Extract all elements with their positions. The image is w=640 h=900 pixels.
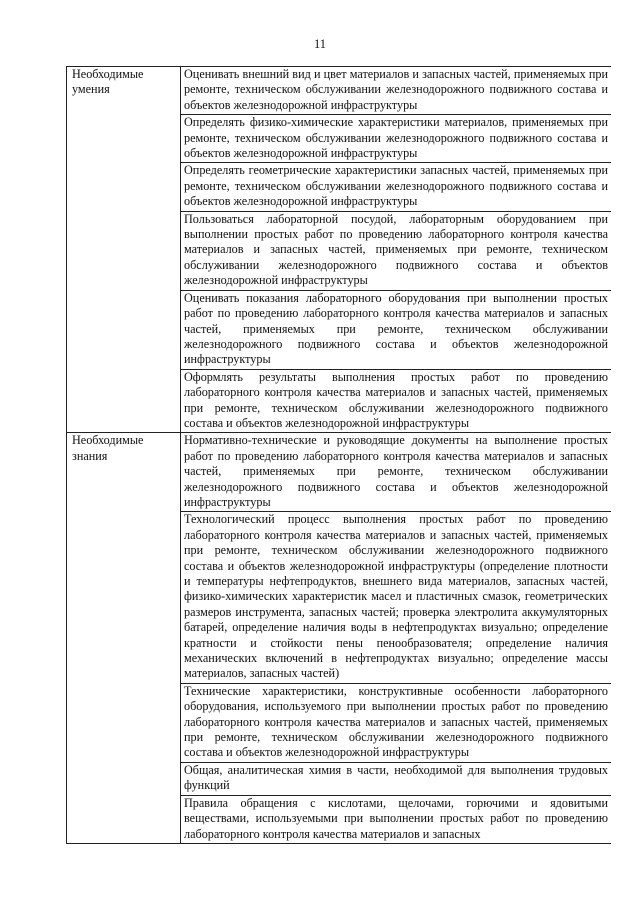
skill-item: Оценивать показания лабораторного оборудования при выполнении простых работ по проведению лабораторного контроля качества материалов и запасных частей, применяемых при ремонте, техническом обслуживании железнодорожного подвижного состава и объектов железнодорожной инфраструктуры	[181, 290, 612, 369]
section-label-knowledge: Необходимые знания	[67, 433, 181, 844]
skill-item: Определять геометрические характеристики запасных частей, применяемых при ремонте, техническом обслуживании железнодорожного подвижного состава и объектов железнодорожной инфраструктуры	[181, 163, 612, 211]
section-label-skills: Необходимые умения	[67, 67, 181, 433]
requirements-table-container	[66, 66, 611, 900]
requirements-table	[66, 66, 611, 844]
skill-item: Пользоваться лабораторной посудой, лабораторным оборудованием при выполнении простых работ по проведению лабораторного контроля качества материалов и запасных частей, применяемых при ремонте, техническом обслуживании железнодорожного подвижного состава и объектов железнодорожной инфраструктуры	[181, 211, 612, 290]
table-row	[67, 433, 612, 512]
knowledge-item: Общая, аналитическая химия в части, необходимой для выполнения трудовых функций	[181, 762, 612, 795]
skill-item: Оформлять результаты выполнения простых работ по проведению лабораторного контроля качества материалов и запасных частей, применяемых при ремонте, техническом обслуживании железнодорожного подвижного состава и объектов железнодорожной инфраструктуры	[181, 369, 612, 433]
knowledge-item: Технологический процесс выполнения простых работ по проведению лабораторного контроля качества материалов и запасных частей, применяемых при ремонте, техническом обслуживании железнодорожного подвижного состава и объектов железнодорожной инфраструктуры (определение плотности и температуры нефтепродуктов, внешнего вида материалов, запасных частей, физико-химических характеристик масел и пластичных смазок, геометрических размеров инструмента, запасных частей; проверка электролита аккумуляторных батарей, определение наличия воды в нефтепродуктах визуально; определение кратности и стойкости пены пенообразователя; определение наличия механических включений в нефтепродуктах визуально; определение массы материалов, запасных частей)	[181, 512, 612, 683]
page-number: 11	[313, 37, 327, 51]
table-row	[67, 67, 612, 115]
knowledge-item: Правила обращения с кислотами, щелочами, горючими и ядовитыми веществами, используемыми при выполнении простых работ по проведению лабораторного контроля качества материалов и запасных	[181, 795, 612, 843]
skill-item: Оценивать внешний вид и цвет материалов и запасных частей, применяемых при ремонте, техническом обслуживании железнодорожного подвижного состава и объектов железнодорожной инфраструктуры	[181, 67, 612, 115]
knowledge-item: Технические характеристики, конструктивные особенности лабораторного оборудования, используемого при выполнении простых работ по проведению лабораторного контроля качества материалов и запасных частей, применяемых при ремонте, техническом обслуживании железнодорожного подвижного состава и объектов железнодорожной инфраструктуры	[181, 683, 612, 762]
skill-item: Определять физико-химические характеристики материалов, применяемых при ремонте, техническом обслуживании железнодорожного подвижного состава и объектов железнодорожной инфраструктуры	[181, 115, 612, 163]
requirements-table-body	[67, 67, 612, 844]
knowledge-item: Нормативно-технические и руководящие документы на выполнение простых работ по проведению лабораторного контроля качества материалов и запасных частей, применяемых при ремонте, техническом обслуживании железнодорожного подвижного состава и объектов железнодорожной инфраструктуры	[181, 433, 612, 512]
